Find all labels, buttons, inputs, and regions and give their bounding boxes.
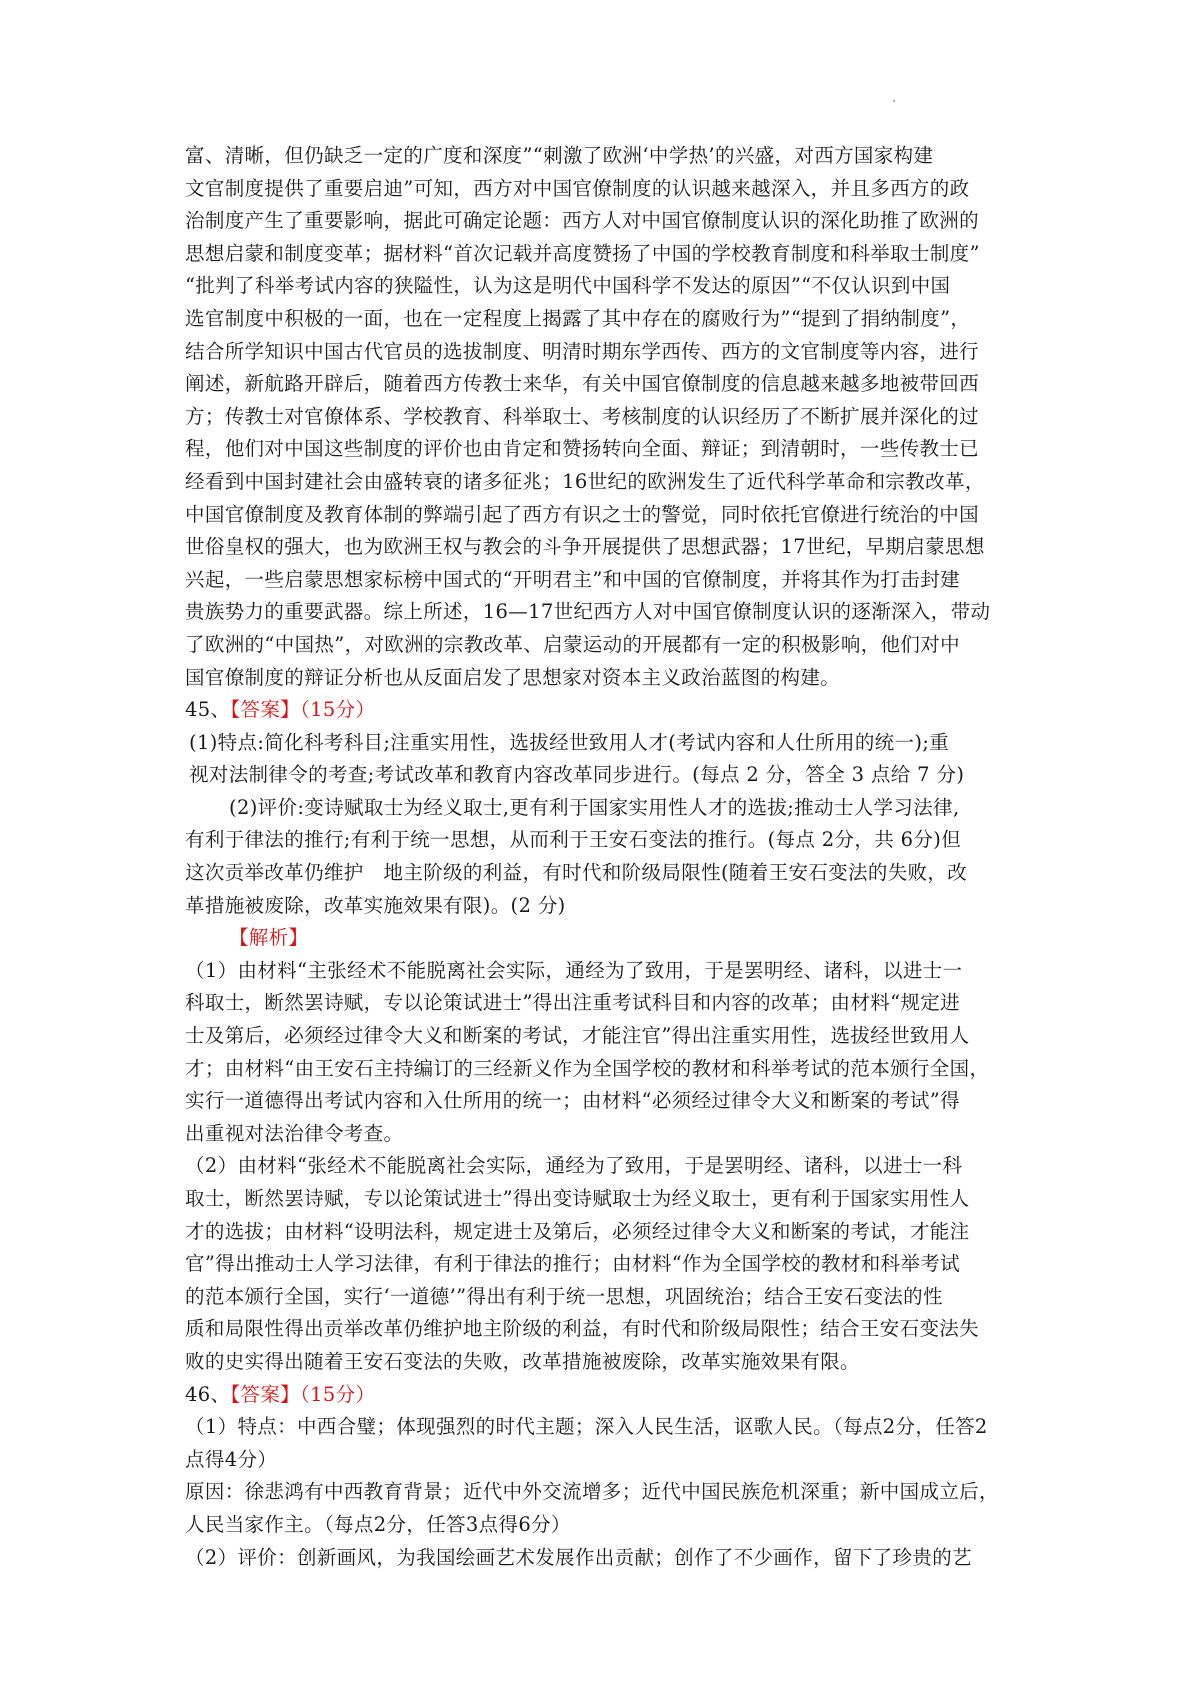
analysis-line: 才的选拔；由材料“设明法科，规定进士及第后，必须经过律令大义和断案的考试，才能注 <box>185 1219 970 1243</box>
answer-tag: 【答案】 <box>230 698 301 722</box>
question-45 <box>185 694 1035 1378</box>
answer-line: （1）特点：中西合璧；体现强烈的时代主题；深入人民生活，讴歌人民。（每点2分，任答2 <box>185 1415 988 1439</box>
text-line: 结合所学知识中国古代官员的选拔制度、明清时期东学西传、西方的文官制度等内容，进行 <box>185 339 980 363</box>
text-line: 经看到中国封建社会由盛转衰的诸多征兆；16世纪的欧洲发生了近代科学革命和宗教改革， <box>185 469 985 493</box>
answer-line: 有利于律法的推行;有利于统一思想，从而利于王安石变法的推行。(每点 2分，共 6分)但 <box>185 828 962 852</box>
question-46 <box>185 1379 1035 1575</box>
analysis-line: 实行一道德得出考试内容和入仕所用的统一；由材料“必须经过律令大义和断案的考试”得 <box>185 1089 960 1113</box>
text-line: 富、清晰，但仍缺乏一定的广度和深度”“刺激了欧洲‘中学热’的兴盛，对西方国家构建 <box>185 144 934 167</box>
answer-line: 这次贡举改革仍维护 地主阶级的利益，有时代和阶级局限性(随着王安石变法的失败，改 <box>185 861 968 885</box>
speck-mark <box>893 100 895 102</box>
analysis-line: 取士，断然罢诗赋，专以论策试进士”得出变诗赋取士为经义取士，更有利于国家实用性人 <box>185 1187 970 1210</box>
text-line: 了欧洲的“中国热”，对欧洲的宗教改革、启蒙运动的开展都有一定的积极影响，他们对中 <box>185 632 960 656</box>
text-line: “批判了科举考试内容的狭隘性，认为这是明代中国科学不发达的原因”“不仅认识到中国 <box>185 274 951 298</box>
continuation-paragraph <box>185 140 1035 694</box>
question-number: 46、 <box>185 1382 231 1406</box>
question-number: 45、 <box>185 698 231 722</box>
text-line: 兴起，一些启蒙思想家标榜中国式的“开明君主”和中国的官僚制度，并将其作为打击封建 <box>185 567 960 591</box>
answer-line: 原因：徐悲鸿有中西教育背景；近代中外交流增多；近代中国民族危机深重；新中国成立后， <box>185 1480 999 1504</box>
question-46-heading <box>185 1379 1035 1412</box>
analysis-tag: 【解析】 <box>229 926 309 950</box>
text-line: 治制度产生了重要影响，据此可确定论题：西方人对中国官僚制度认识的深化助推了欧洲的 <box>185 209 980 233</box>
answer-line: （2）评价：创新画风，为我国绘画艺术发展作出贡献；创作了不少画作，留下了珍贵的艺 <box>185 1545 972 1569</box>
analysis-line: （2）由材料“张经术不能脱离社会实际，通经为了致用，于是罢明经、诸科，以进士一科 <box>185 1154 963 1178</box>
analysis-line: 官”得出推动士人学习法律，有利于律法的推行；由材料“作为全国学校的教材和科举考试 <box>185 1252 960 1276</box>
analysis-line: 的范本颁行全国，实行‘一道德’”得出有利于统一思想，巩固统治；结合王安石变法的性 <box>185 1284 943 1308</box>
question-45-heading <box>185 694 1035 727</box>
text-line: 方；传教士对官僚体系、学校教育、科举取士、考核制度的认识经历了不断扩展并深化的过 <box>185 404 980 428</box>
analysis-line: 才；由材料“由王安石主持编订的三经新义作为全国学校的教材和科举考试的范本颁行全国， <box>185 1056 990 1080</box>
answer-tag: 【答案】 <box>230 1382 301 1406</box>
text-line: 程，他们对中国这些制度的评价也由肯定和赞扬转向全面、辩证；到清朝时，一些传教士已 <box>185 437 980 461</box>
answer-line: 人民当家作主。（每点2分，任答3点得6分） <box>185 1512 571 1536</box>
analysis-line: 质和局限性得出贡举改革仍维护地主阶级的利益，有时代和阶级局限性；结合王安石变法失 <box>185 1317 980 1341</box>
analysis-line: 科取士，断然罢诗赋，专以论策试进士”得出注重考试科目和内容的改革；由材料“规定进 <box>185 991 960 1015</box>
answer-line: 点得4分） <box>185 1447 278 1471</box>
answer-line: 革措施被废除，改革实施效果有限)。(2 分) <box>185 893 566 917</box>
score-label: （15分） <box>300 698 376 722</box>
text-line: 贵族势力的重要武器。综上所述，16—17世纪西方人对中国官僚制度认识的逐渐深入，带动 <box>185 600 991 624</box>
text-line: 世俗皇权的强大，也为欧洲王权与教会的斗争开展提供了思想武器；17世纪，早期启蒙思想 <box>185 535 985 559</box>
analysis-line: （1）由材料“主张经术不能脱离社会实际，通经为了致用，于是罢明经、诸科，以进士一 <box>185 958 963 982</box>
text-line: 文官制度提供了重要启迪”可知，西方对中国官僚制度的认识越来越深入，并且多西方的政 <box>185 176 970 200</box>
analysis-line: 士及第后，必须经过律令大义和断案的考试，才能注官”得出注重实用性，选拔经世致用人 <box>185 1024 970 1048</box>
answer-line: 视对法制律令的考查;考试改革和教育内容改革同步进行。(每点 2 分，答全 3 点给 7 分) <box>189 763 965 787</box>
analysis-line: 出重视对法治律令考查。 <box>185 1121 404 1145</box>
analysis-line: 败的史实得出随着王安石变法的失败，改革措施被废除，改革实施效果有限。 <box>185 1349 860 1373</box>
text-line: 国官僚制度的辩证分析也从反面启发了思想家对资本主义政治蓝图的构建。 <box>185 665 841 689</box>
analysis-heading <box>185 922 1035 955</box>
text-line: 选官制度中积极的一面，也在一定程度上揭露了其中存在的腐败行为”“提到了捐纳制度”， <box>185 306 971 330</box>
score-label: （15分） <box>300 1382 376 1406</box>
answer-line: (1)特点:简化科考科目;注重实用性，选拔经世致用人才(考试内容和人仕所用的统一);重 <box>189 730 950 754</box>
text-line: 思想启蒙和制度变革；据材料“首次记载并高度赞扬了中国的学校教育制度和科举取士制度” <box>185 241 980 265</box>
text-line: 中国官僚制度及教育体制的弊端引起了西方有识之士的警觉，同时依托官僚进行统治的中国 <box>185 502 980 526</box>
text-line: 阐述，新航路开辟后，随着西方传教士来华，有关中国官僚制度的信息越来越多地被带回西 <box>185 372 980 396</box>
document-body <box>185 140 1035 1574</box>
answer-line: (2)评价:变诗赋取士为经义取士,更有利于国家实用性人才的选拔;推动士人学习法律, <box>229 795 960 819</box>
